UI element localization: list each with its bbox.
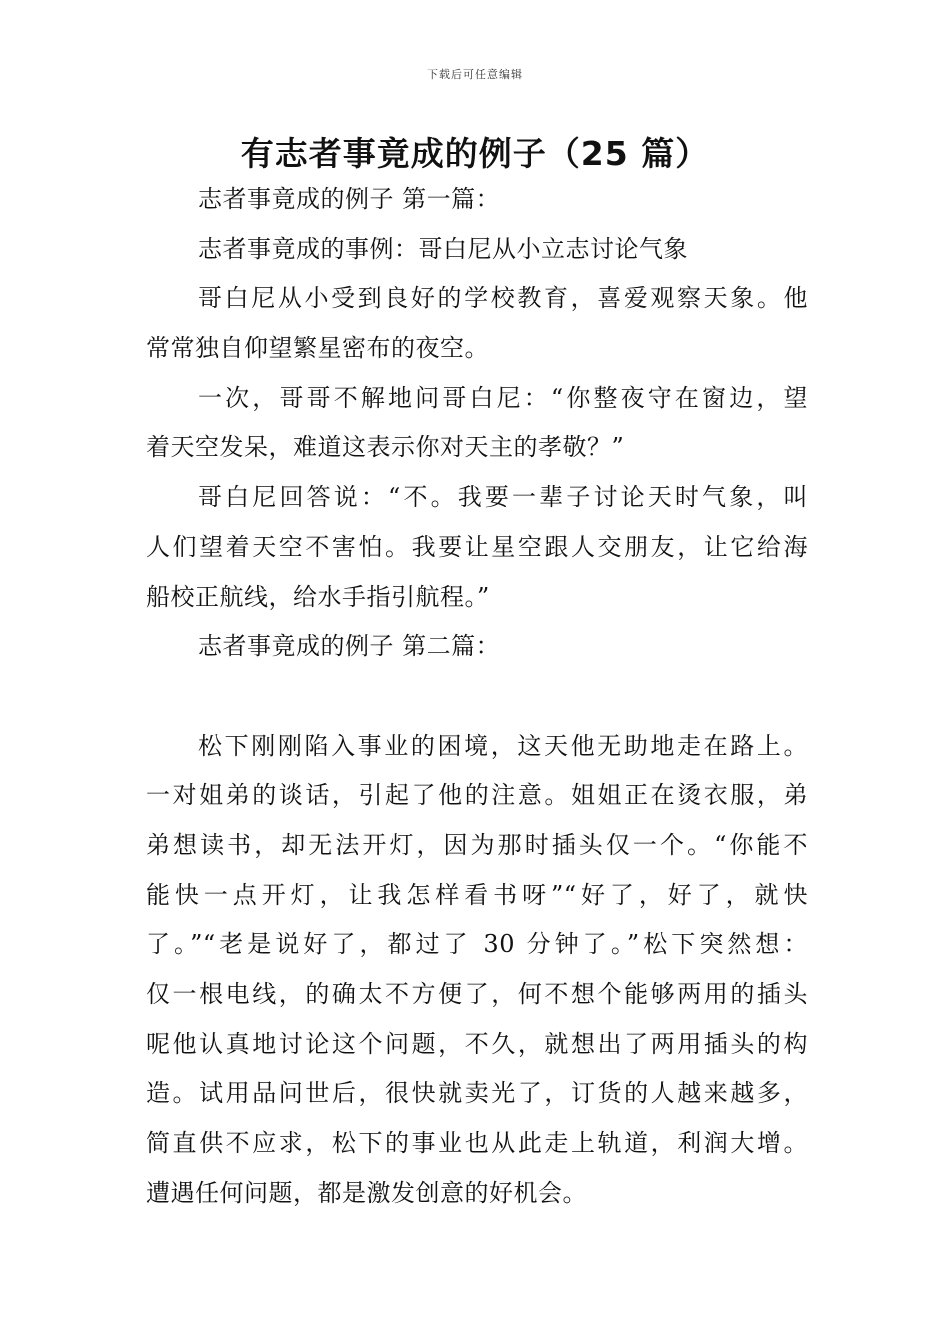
body-line: 造。试用品问世后，很快就卖光了，订货的人越来越多，	[146, 1079, 808, 1108]
body-line: 仅一根电线，的确太不方便了，何不想个能够两用的插头	[146, 980, 808, 1008]
body-line: 人们望着天空不害怕。我要让星空跟人交朋友，让它给海	[146, 532, 808, 561]
body-line: 一对姐弟的谈话，引起了他的注意。姐姐正在烫衣服，弟	[146, 781, 808, 810]
body-line: 呢他认真地讨论这个问题，不久，就想出了两用插头的构	[146, 1029, 808, 1058]
body-line: 哥白尼回答说：“不。我要一辈子讨论天时气象，叫	[198, 483, 808, 512]
body-line: 志者事竟成的例子 第一篇：	[198, 185, 501, 213]
body-line: 弟想读书，却无法开灯，因为那时插头仅一个。“你能不	[146, 830, 808, 859]
body-line: 哥白尼从小受到良好的学校教育，喜爱观察天象。他	[198, 284, 808, 313]
header-note: 下载后可任意编辑	[427, 68, 523, 81]
document-body	[146, 175, 808, 1218]
blank-line	[146, 672, 808, 722]
body-line: 志者事竟成的事例：哥白尼从小立志讨论气象	[198, 234, 688, 263]
body-line: 了。”“老是说好了，都过了 30 分钟了。”松下突然想：	[146, 930, 808, 959]
body-line: 遭遇任何问题，都是激发创意的好机会。	[146, 1178, 587, 1207]
body-line: 船校正航线，给水手指引航程。”	[146, 582, 490, 611]
document-title: 有志者事竟成的例子（25 篇）	[240, 134, 710, 173]
body-line: 常常独自仰望繁星密布的夜空。	[146, 334, 489, 363]
body-line: 着天空发呆，难道这表示你对天主的孝敬？”	[146, 433, 625, 462]
body-line: 松下刚刚陷入事业的困境，这天他无助地走在路上。	[198, 731, 808, 760]
body-line: 能快一点开灯，让我怎样看书呀”“好了，好了，就快	[146, 880, 808, 909]
body-line: 一次，哥哥不解地问哥白尼：“你整夜守在窗边，望	[198, 383, 808, 412]
body-line: 简直供不应求，松下的事业也从此走上轨道，利润大增。	[146, 1129, 808, 1158]
body-line: 志者事竟成的例子 第二篇：	[198, 632, 501, 661]
